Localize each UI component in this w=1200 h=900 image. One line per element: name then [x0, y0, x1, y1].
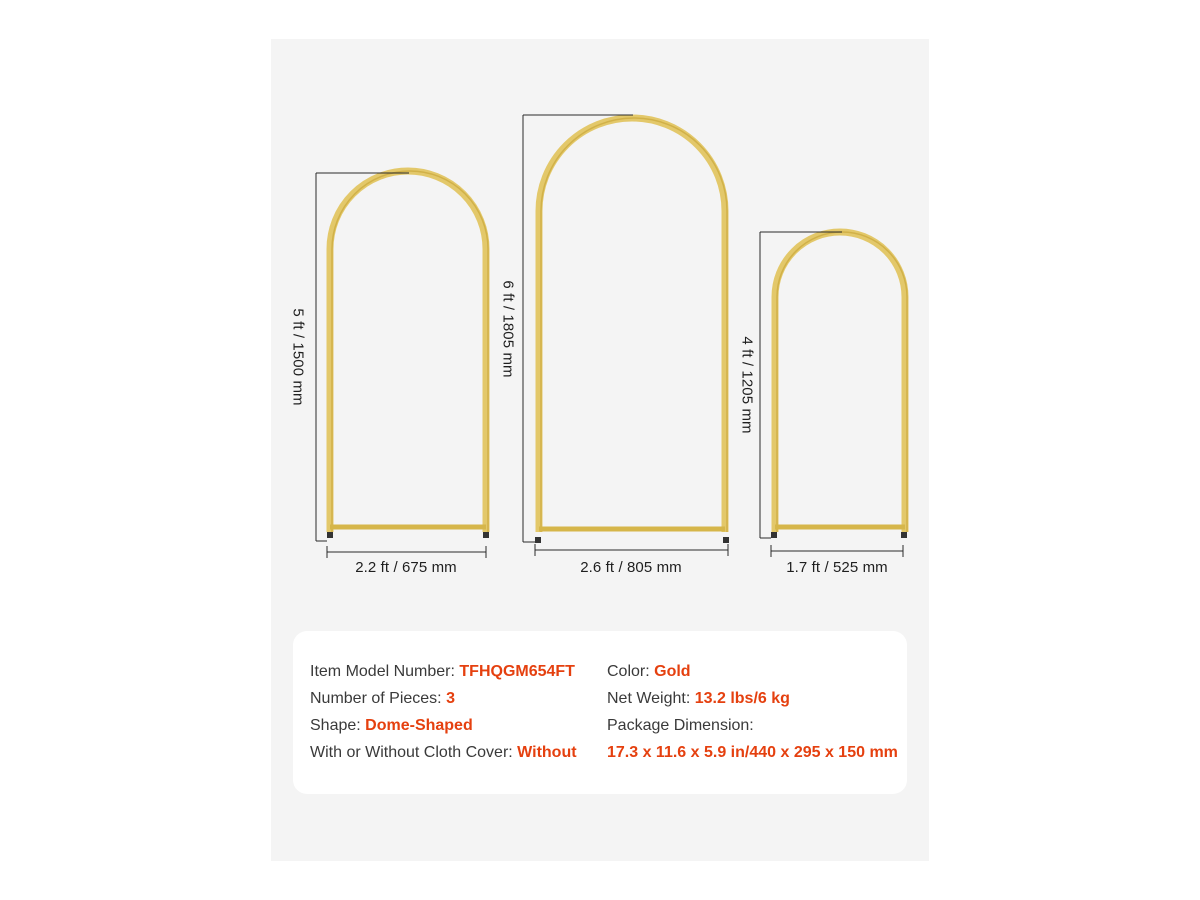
spec-model-number	[310, 663, 575, 681]
spec-weight-label: Net Weight:	[607, 690, 695, 707]
spec-color	[607, 663, 691, 681]
spec-net-weight	[607, 690, 790, 708]
arch-frame-medium	[771, 232, 907, 538]
arch-1-width-label: 2.2 ft / 675 mm	[355, 559, 457, 576]
spec-cloth-cover	[310, 744, 577, 762]
spec-shape-label: Shape:	[310, 717, 366, 734]
spec-package-value: 17.3 x 11.6 x 5.9 in/440 x 295 x 150 mm	[607, 744, 898, 761]
spec-cover-value: Without	[517, 744, 577, 761]
width-dimension-arch-1	[327, 546, 486, 558]
arch-frame-small	[327, 171, 489, 538]
arch-3-height-label: 4 ft / 1205 mm	[738, 336, 756, 434]
arch-1-height-label: 5 ft / 1500 mm	[289, 308, 307, 406]
spec-color-label: Color:	[607, 663, 655, 680]
spec-weight-value: 13.2 lbs/6 kg	[694, 690, 790, 707]
arch-diagram	[271, 39, 929, 619]
spec-model-value: TFHQGM654FT	[459, 663, 575, 680]
spec-package-dimension-label: Package Dimension:	[607, 717, 754, 734]
spec-cover-label: With or Without Cloth Cover:	[310, 744, 518, 761]
spec-pieces-label: Number of Pieces:	[310, 690, 447, 707]
arch-2-width-label: 2.6 ft / 805 mm	[580, 559, 682, 576]
spec-shape-value: Dome-Shaped	[365, 717, 473, 734]
width-dimension-arch-2	[535, 544, 728, 556]
spec-pieces-value: 3	[446, 690, 455, 707]
specification-card	[293, 631, 907, 794]
spec-model-label: Item Model Number:	[310, 663, 460, 680]
arch-frame-large	[535, 118, 729, 543]
width-dimension-arch-3	[771, 545, 903, 557]
arch-3-width-label: 1.7 ft / 525 mm	[786, 559, 888, 576]
spec-number-of-pieces	[310, 690, 455, 708]
spec-color-value: Gold	[654, 663, 691, 680]
product-panel	[271, 39, 929, 861]
spec-package-dimension-value	[607, 744, 898, 762]
spec-shape	[310, 717, 473, 735]
arch-2-height-label: 6 ft / 1805 mm	[499, 280, 517, 378]
